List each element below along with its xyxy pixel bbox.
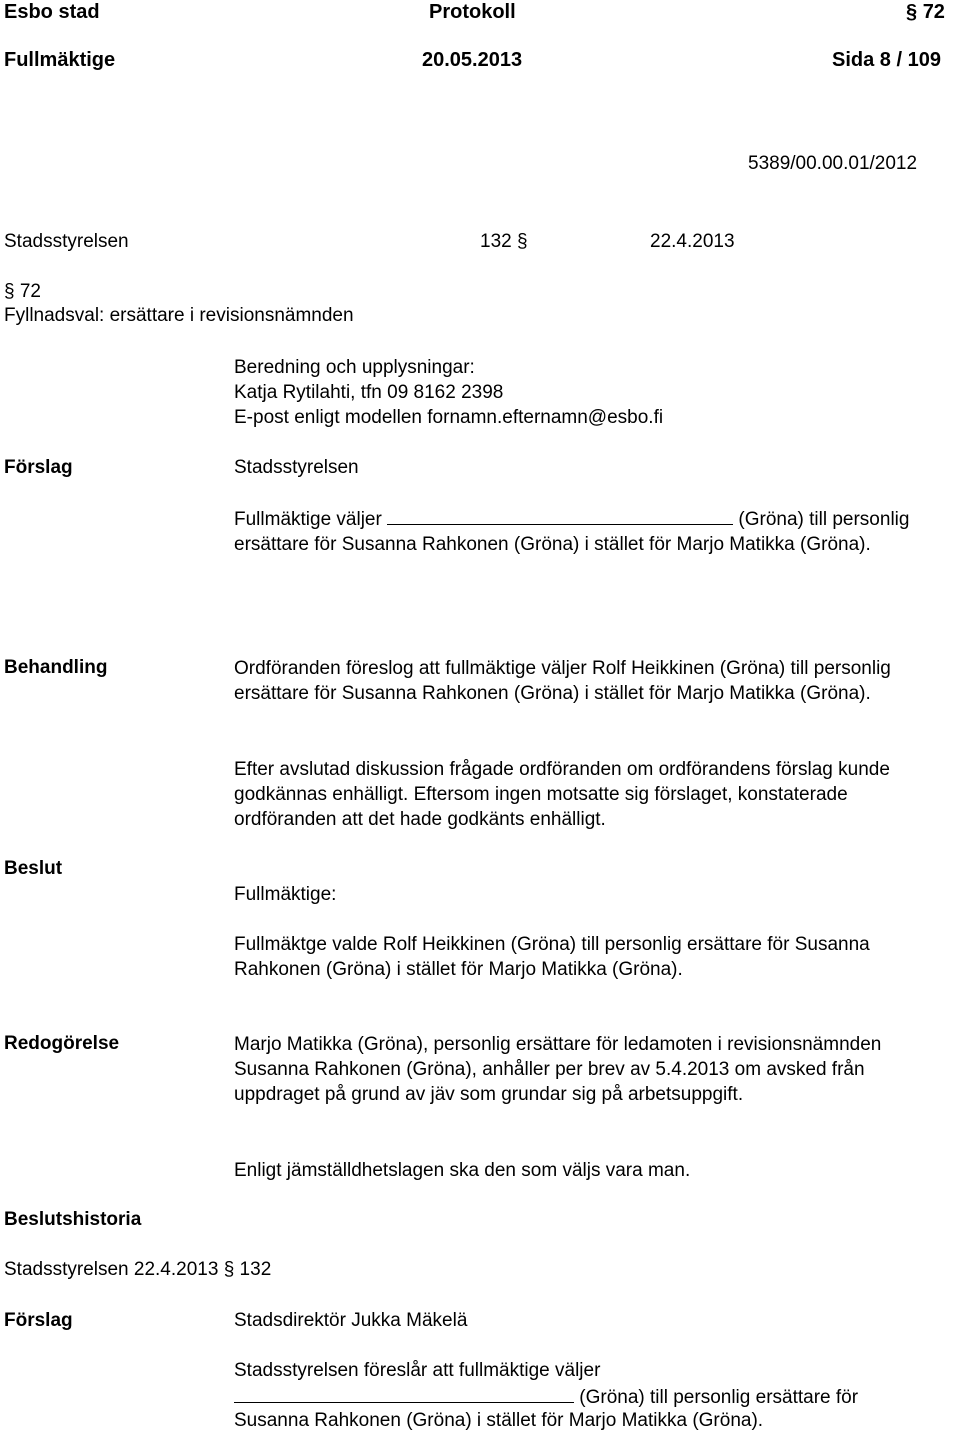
item-title: Fyllnadsval: ersättare i revisionsnämnden bbox=[4, 305, 354, 326]
item-number bbox=[4, 280, 41, 304]
org-name: Esbo stad bbox=[4, 1, 100, 23]
history-proposal-line-2-text: (Gröna) till personlig ersättare för bbox=[574, 1387, 859, 1408]
redogorelse-paragraph-1: Marjo Matikka (Gröna), personlig ersättare för ledamoten i revisionsnämnden Susanna Rahkonen (Gröna), anhåller per brev av 5.4.2013 om avsked från uppdraget på grund av jäv som grundar sig på arbetsuppgift. bbox=[234, 1034, 882, 1105]
forslag-blank-line bbox=[387, 506, 733, 525]
section-label-beslut: Beslut bbox=[4, 858, 63, 879]
section-label-history-forslag: Förslag bbox=[4, 1310, 73, 1331]
history-blank-line bbox=[234, 1384, 574, 1403]
header-body: Fullmäktige bbox=[4, 49, 116, 71]
prior-sign: § bbox=[516, 231, 528, 252]
item-sign: § bbox=[4, 281, 15, 302]
case-number: 5389/00.00.01/2012 bbox=[748, 153, 918, 174]
forslag-proposer: Stadsstyrelsen bbox=[234, 457, 359, 478]
item-no: 72 bbox=[19, 281, 41, 302]
section-label-redogorelse: Redogörelse bbox=[4, 1033, 120, 1054]
header-date: 20.05.2013 bbox=[422, 49, 523, 71]
forslag-text-b: (Gröna) till personlig ersättare för Susanna Rahkonen (Gröna) i stället för Marjo Matikka (Gröna). bbox=[234, 509, 910, 555]
history-proposal-line-2 bbox=[234, 1384, 858, 1410]
prior-body: Stadsstyrelsen bbox=[4, 231, 129, 252]
forslag-text bbox=[234, 506, 954, 557]
paragraph-number: 72 bbox=[922, 1, 945, 23]
prior-no: 132 bbox=[480, 231, 512, 252]
section-label-forslag: Förslag bbox=[4, 457, 73, 478]
behandling-paragraph-2: Efter avslutad diskussion frågade ordföranden om ordförandens förslag kunde godkännas enhälligt. Eftersom ingen motsatte sig förslaget, konstaterade ordföranden att det hade godkänts enhälligt. bbox=[234, 759, 890, 830]
beslut-text: Fullmäktge valde Rolf Heikkinen (Gröna) till personlig ersättare för Susanna Rahkonen (Gröna) i stället för Marjo Matikka (Gröna). bbox=[234, 934, 870, 980]
beslut-heading: Fullmäktige: bbox=[234, 884, 337, 905]
behandling-paragraph-1: Ordföranden föreslog att fullmäktige väljer Rolf Heikkinen (Gröna) till personlig ersättare för Susanna Rahkonen (Gröna) i stället för Marjo Matikka (Gröna). bbox=[234, 658, 891, 704]
preparation-heading: Beredning och upplysningar: bbox=[234, 357, 475, 378]
section-label-behandling: Behandling bbox=[4, 657, 108, 678]
section-label-beslutshistoria: Beslutshistoria bbox=[4, 1209, 142, 1230]
history-reference bbox=[4, 1258, 271, 1282]
history-ref-number: 132 bbox=[234, 1259, 272, 1280]
history-proposer: Stadsdirektör Jukka Mäkelä bbox=[234, 1310, 468, 1331]
preparation-contact: Katja Rytilahti, tfn 09 8162 2398 bbox=[234, 382, 504, 403]
redogorelse-paragraph-2: Enligt jämställdhetslagen ska den som väljs vara man. bbox=[234, 1160, 691, 1181]
preparation-email: E-post enligt modellen fornamn.efternamn@esbo.fi bbox=[234, 407, 664, 428]
page-number: Sida 8 / 109 bbox=[832, 49, 941, 71]
prior-date: 22.4.2013 bbox=[650, 231, 735, 252]
header-paragraph bbox=[906, 0, 945, 24]
doc-type: Protokoll bbox=[429, 1, 516, 23]
history-ref-text: Stadsstyrelsen 22.4.2013 bbox=[4, 1259, 224, 1280]
history-proposal-line-1: Stadsstyrelsen föreslår att fullmäktige väljer bbox=[234, 1360, 601, 1381]
forslag-text-a: Fullmäktige väljer bbox=[234, 509, 388, 530]
history-proposal-line-3: Susanna Rahkonen (Gröna) i stället för Marjo Matikka (Gröna). bbox=[234, 1410, 764, 1431]
history-ref-sign: § bbox=[223, 1259, 235, 1280]
paragraph-sign: § bbox=[906, 1, 918, 23]
prior-number bbox=[480, 230, 528, 254]
